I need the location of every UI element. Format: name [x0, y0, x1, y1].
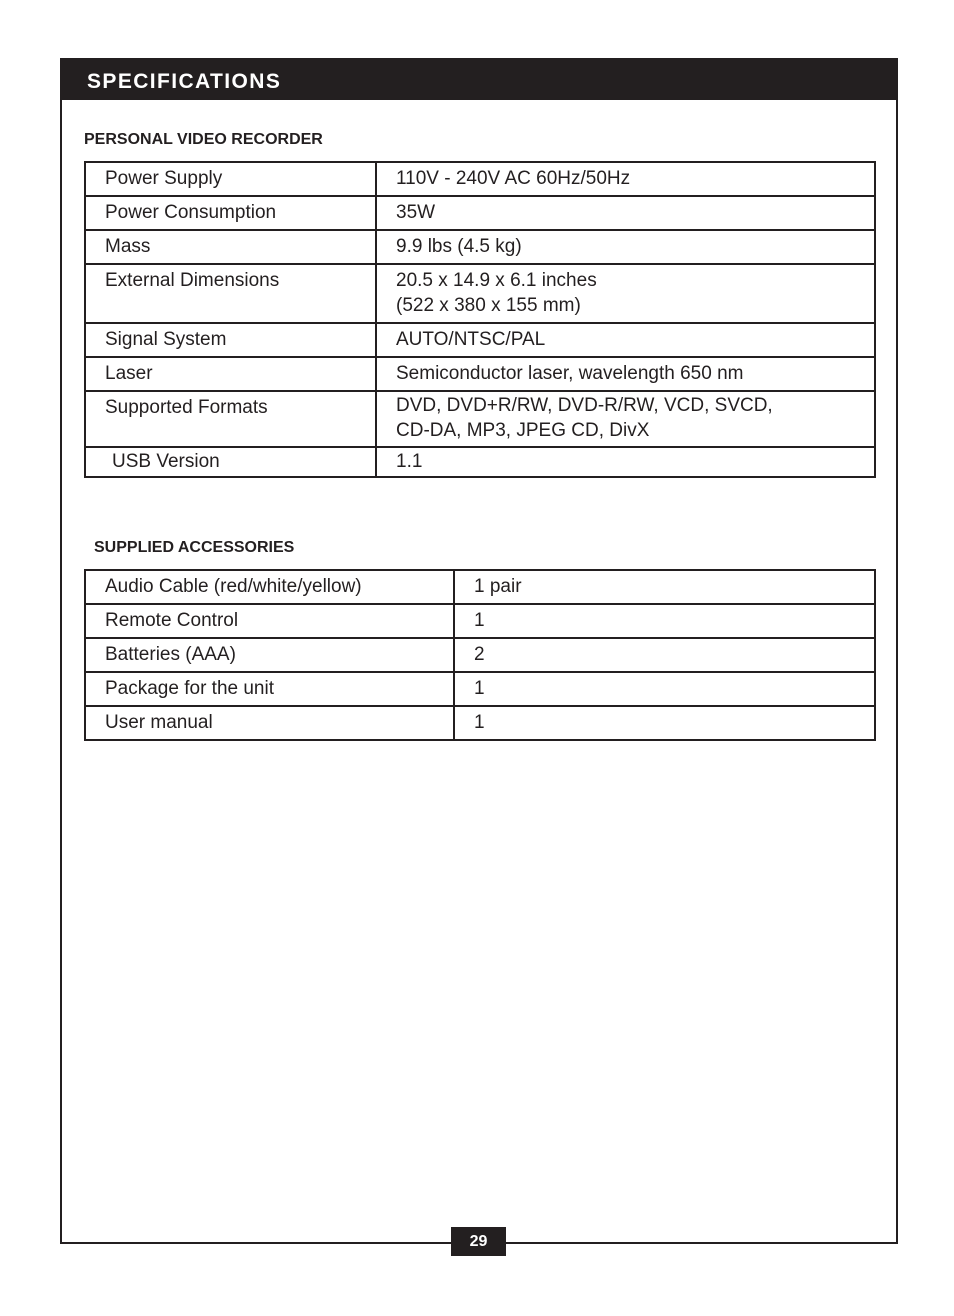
table-row	[85, 447, 875, 477]
spec-label: Power Consumption	[85, 196, 376, 230]
table-row	[85, 672, 875, 706]
pvr-spec-table	[84, 161, 876, 478]
spec-value-line: Semiconductor laser, wavelength 650 nm	[396, 363, 744, 384]
accessory-qty: 1 pair	[454, 570, 875, 604]
spec-value	[376, 230, 875, 264]
spec-value-line: AUTO/NTSC/PAL	[396, 329, 546, 350]
spec-value-line: 1.1	[396, 451, 423, 472]
accessories-section-title: SUPPLIED ACCESSORIES	[94, 539, 295, 556]
spec-label: Laser	[85, 357, 376, 391]
pvr-section-title: PERSONAL VIDEO RECORDER	[84, 131, 323, 148]
table-row	[85, 196, 875, 230]
table-row	[85, 323, 875, 357]
table-row	[85, 357, 875, 391]
table-row	[85, 638, 875, 672]
spec-value	[376, 357, 875, 391]
spec-value-line: CD-DA, MP3, JPEG CD, DivX	[396, 420, 650, 441]
table-row	[85, 391, 875, 447]
table-row	[85, 230, 875, 264]
spec-label: Signal System	[85, 323, 376, 357]
accessory-item: Audio Cable (red/white/yellow)	[85, 570, 454, 604]
spec-value	[376, 162, 875, 196]
accessory-item: Package for the unit	[85, 672, 454, 706]
accessory-item: User manual	[85, 706, 454, 740]
spec-value	[376, 323, 875, 357]
spec-label: Supported Formats	[85, 391, 376, 447]
spec-value	[376, 196, 875, 230]
spec-value	[376, 447, 875, 477]
spec-value	[376, 391, 875, 447]
table-row	[85, 264, 875, 323]
table-row	[85, 604, 875, 638]
spec-value-line: 35W	[396, 202, 436, 223]
accessory-qty: 1	[454, 706, 875, 740]
table-row	[85, 570, 875, 604]
header-bar	[62, 60, 896, 100]
spec-value-line: 20.5 x 14.9 x 6.1 inches	[396, 270, 597, 291]
spec-label: USB Version	[85, 447, 376, 477]
page-number: 29	[451, 1227, 506, 1256]
accessory-item: Batteries (AAA)	[85, 638, 454, 672]
page-title: SPECIFICATIONS	[87, 70, 282, 93]
accessory-qty: 1	[454, 672, 875, 706]
spec-value-line: 110V - 240V AC 60Hz/50Hz	[396, 168, 631, 189]
spec-label: Mass	[85, 230, 376, 264]
spec-value	[376, 264, 875, 323]
table-row	[85, 706, 875, 740]
spec-label: External Dimensions	[85, 264, 376, 323]
spec-value-line: 9.9 lbs (4.5 kg)	[396, 236, 522, 257]
accessories-table	[84, 569, 876, 741]
table-row	[85, 162, 875, 196]
accessory-qty: 1	[454, 604, 875, 638]
spec-value-line: DVD, DVD+R/RW, DVD-R/RW, VCD, SVCD,	[396, 395, 773, 416]
accessory-qty: 2	[454, 638, 875, 672]
accessory-item: Remote Control	[85, 604, 454, 638]
spec-value-line: (522 x 380 x 155 mm)	[396, 295, 581, 316]
spec-label: Power Supply	[85, 162, 376, 196]
